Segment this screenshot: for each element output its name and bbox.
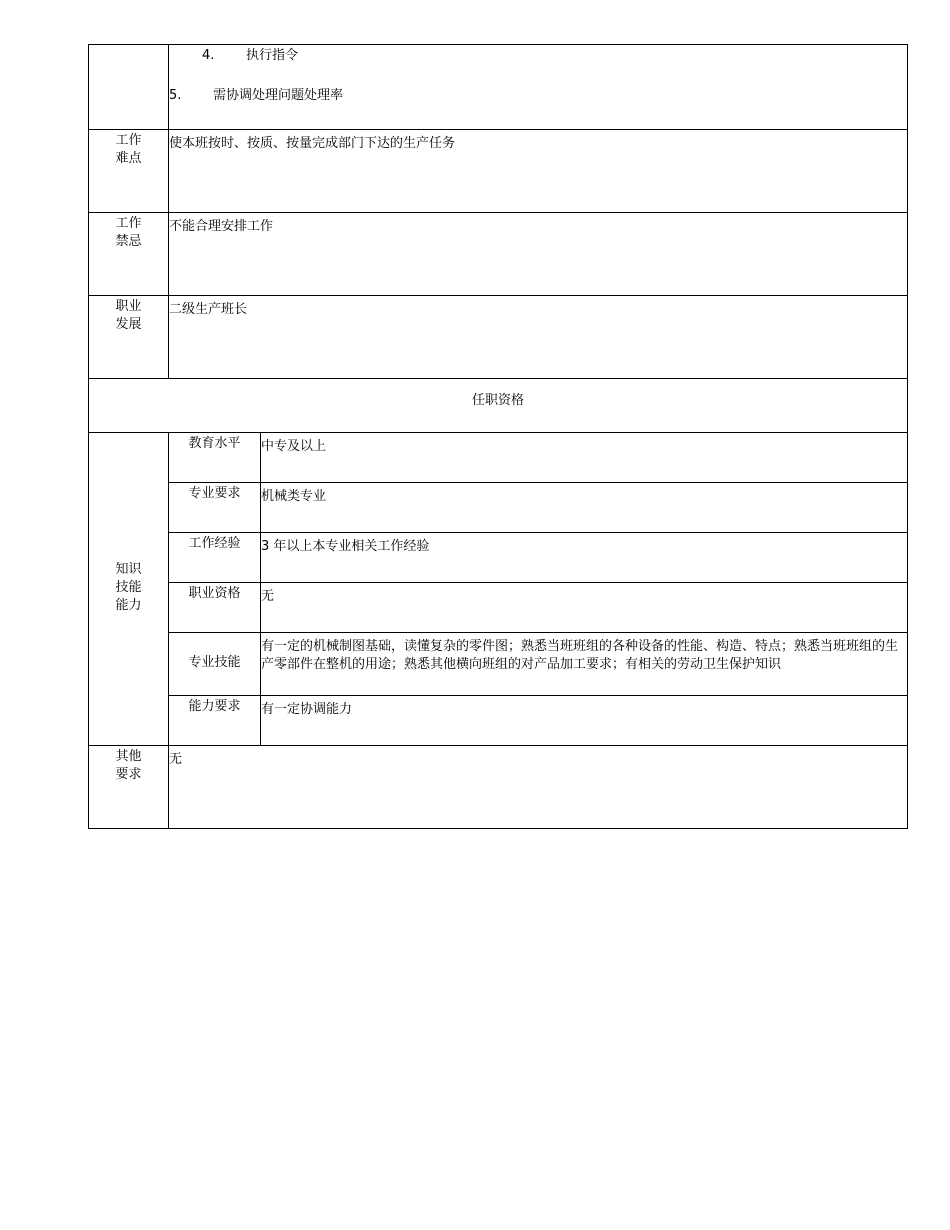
job-description-table (88, 44, 908, 829)
kpi-continuation-row (89, 45, 908, 130)
other-row (89, 746, 908, 829)
other-content: 无 (169, 746, 908, 829)
taboo-row (89, 213, 908, 296)
career-content: 二级生产班长 (169, 296, 908, 379)
ability-value: 有一定协调能力 (261, 696, 908, 746)
ksa-row (89, 633, 908, 696)
taboo-content: 不能合理安排工作 (169, 213, 908, 296)
ksa-row (89, 583, 908, 633)
ksa-row (89, 533, 908, 583)
ksa-row (89, 433, 908, 483)
kpi-content-cell (169, 45, 908, 130)
experience-label: 工作经验 (169, 533, 261, 583)
ability-label: 能力要求 (169, 696, 261, 746)
taboo-label: 工作 禁忌 (89, 213, 169, 296)
major-value: 机械类专业 (261, 483, 908, 533)
qualification-title-row (89, 379, 908, 433)
skills-label: 专业技能 (169, 633, 261, 696)
list-item-text: 执行指令 (246, 48, 299, 63)
career-row (89, 296, 908, 379)
major-label: 专业要求 (169, 483, 261, 533)
ksa-row (89, 696, 908, 746)
ksa-row (89, 483, 908, 533)
list-item (169, 87, 907, 105)
certification-label: 职业资格 (169, 583, 261, 633)
education-value: 中专及以上 (261, 433, 908, 483)
skills-value: 有一定的机械制图基础，读懂复杂的零件图；熟悉当班班组的各种设备的性能、构造、特点；熟悉当班班组的生产零部件在整机的用途；熟悉其他横向班组的对产品加工要求；有相关的劳动卫生保护知识 (261, 633, 908, 696)
kpi-label-cell (89, 45, 169, 130)
career-label: 职业 发展 (89, 296, 169, 379)
difficulty-content: 使本班按时、按质、按量完成部门下达的生产任务 (169, 130, 908, 213)
education-label: 教育水平 (169, 433, 261, 483)
list-item-number: 4. (202, 48, 215, 63)
difficulty-label: 工作 难点 (89, 130, 169, 213)
list-item (169, 47, 907, 65)
other-label: 其他 要求 (89, 746, 169, 829)
list-item-text: 需协调处理问题处理率 (213, 88, 344, 103)
difficulty-row (89, 130, 908, 213)
list-item-number: 5. (169, 88, 182, 103)
experience-value: 3 年以上本专业相关工作经验 (261, 533, 908, 583)
ksa-label: 知识 技能 能力 (89, 433, 169, 746)
qualification-title: 任职资格 (89, 379, 908, 433)
certification-value: 无 (261, 583, 908, 633)
